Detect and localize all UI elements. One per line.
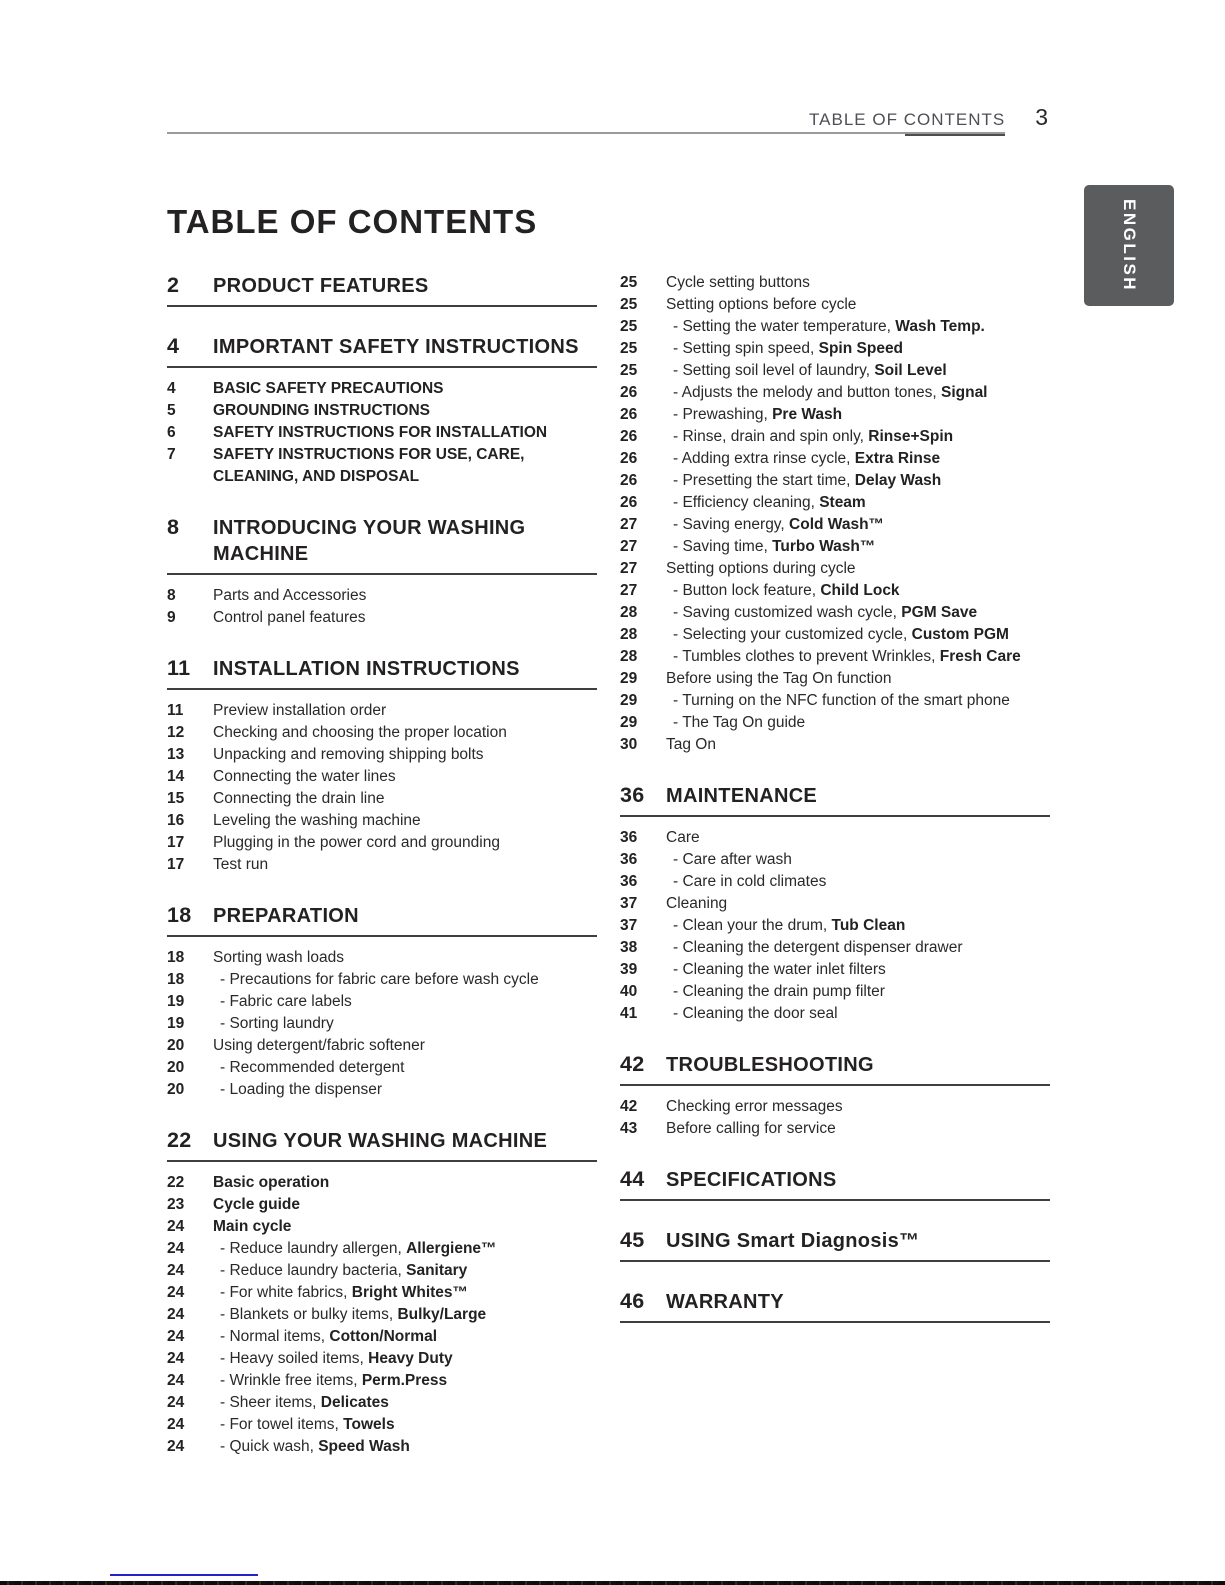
toc-item bbox=[620, 1118, 1050, 1140]
toc-item bbox=[167, 810, 597, 832]
toc-section-heading bbox=[167, 333, 597, 368]
toc-item-page-number: 4 bbox=[167, 380, 176, 397]
toc-item-page-number: 26 bbox=[620, 494, 638, 511]
toc-item-page-number: 27 bbox=[620, 516, 638, 533]
toc-item-page-number: 24 bbox=[167, 1372, 185, 1389]
toc-item-label: - Setting the water temperature, Wash Temp. bbox=[673, 318, 985, 335]
toc-item-label: Before using the Tag On function bbox=[666, 670, 892, 687]
toc-item bbox=[167, 422, 597, 444]
toc-item-page-number: 9 bbox=[167, 609, 176, 626]
toc-item-label: - For towel items, Towels bbox=[220, 1416, 395, 1433]
toc-item bbox=[167, 766, 597, 788]
toc-item bbox=[167, 1282, 597, 1304]
toc-section-title: SPECIFICATIONS bbox=[666, 1169, 837, 1191]
language-tab-english bbox=[1084, 185, 1174, 306]
toc-item bbox=[620, 470, 1050, 492]
toc-item-label-bold: Cold Wash™ bbox=[789, 516, 885, 533]
toc-item-label: - Clean your the drum, Tub Clean bbox=[673, 917, 906, 934]
toc-section-title: MAINTENANCE bbox=[666, 785, 818, 807]
toc-section-title: PREPARATION bbox=[213, 905, 359, 927]
toc-item-label: - Efficiency cleaning, Steam bbox=[673, 494, 866, 511]
toc-item-label: - Care after wash bbox=[673, 851, 792, 868]
toc-item-label: - Blankets or bulky items, Bulky/Large bbox=[220, 1306, 487, 1323]
toc-item-page-number: 25 bbox=[620, 274, 638, 291]
toc-item-label: - Cleaning the door seal bbox=[673, 1005, 838, 1022]
toc-item-page-number: 27 bbox=[620, 560, 638, 577]
toc-item bbox=[167, 722, 597, 744]
toc-item-page-number: 29 bbox=[620, 692, 638, 709]
toc-item-label: - Adding extra rinse cycle, Extra Rinse bbox=[673, 450, 941, 467]
toc-item bbox=[167, 1392, 597, 1414]
toc-item-page-number: 38 bbox=[620, 939, 638, 956]
toc-item-label-bold: Turbo Wash™ bbox=[772, 538, 876, 555]
toc-item-label-bold: Child Lock bbox=[820, 582, 900, 599]
toc-item-label: Sorting wash loads bbox=[213, 949, 344, 966]
toc-item bbox=[167, 744, 597, 766]
toc-item bbox=[620, 316, 1050, 338]
toc-item-label: - Cleaning the detergent dispenser drawer bbox=[673, 939, 963, 956]
toc-item bbox=[167, 991, 597, 1013]
toc-section-heading bbox=[620, 1051, 1050, 1086]
header-rule bbox=[167, 132, 1005, 134]
toc-section-page-number: 11 bbox=[167, 656, 191, 680]
toc-item bbox=[167, 1035, 597, 1057]
toc-item-label: Checking and choosing the proper location bbox=[213, 724, 507, 741]
toc-item-page-number: 5 bbox=[167, 402, 176, 419]
toc-item bbox=[620, 871, 1050, 893]
toc-item bbox=[620, 827, 1050, 849]
toc-item-page-number: 18 bbox=[167, 949, 185, 966]
toc-item-label-bold: Bulky/Large bbox=[397, 1306, 487, 1323]
toc-section-title: IMPORTANT SAFETY INSTRUCTIONS bbox=[213, 336, 579, 358]
toc-item-label: - Recommended detergent bbox=[220, 1059, 405, 1076]
toc-item-label: - Quick wash, Speed Wash bbox=[220, 1438, 410, 1455]
toc-item-page-number: 26 bbox=[620, 428, 638, 445]
toc-item-page-number: 15 bbox=[167, 790, 185, 807]
toc-item-page-number: 27 bbox=[620, 582, 638, 599]
toc-item bbox=[620, 690, 1050, 712]
toc-item bbox=[167, 585, 597, 607]
toc-item bbox=[167, 854, 597, 876]
toc-item-label: - Fabric care labels bbox=[220, 993, 352, 1010]
toc-item-label-bold: PGM Save bbox=[901, 604, 978, 621]
toc-section-heading bbox=[620, 1166, 1050, 1201]
toc-item-label: - Turning on the NFC function of the smart phone bbox=[673, 692, 1010, 709]
toc-item bbox=[620, 849, 1050, 871]
toc-item-label-bold: Steam bbox=[819, 494, 866, 511]
toc-item-label-bold: Bright Whites™ bbox=[351, 1284, 469, 1301]
toc-item-page-number: 23 bbox=[167, 1196, 185, 1213]
toc-item-label-bold: Rinse+Spin bbox=[868, 428, 954, 445]
toc-section bbox=[167, 272, 597, 307]
toc-item-label: Unpacking and removing shipping bolts bbox=[213, 746, 484, 763]
toc-item-page-number: 16 bbox=[167, 812, 185, 829]
running-header-page-number: 3 bbox=[1035, 104, 1048, 130]
toc-item-label: Parts and Accessories bbox=[213, 587, 367, 604]
toc-column-left bbox=[167, 272, 597, 1484]
toc-section-heading bbox=[620, 782, 1050, 817]
toc-section-page-number: 4 bbox=[167, 334, 180, 358]
toc-item-page-number: 25 bbox=[620, 296, 638, 313]
toc-item-label: - Heavy soiled items, Heavy Duty bbox=[220, 1350, 453, 1367]
toc-item-page-number: 24 bbox=[167, 1416, 185, 1433]
toc-item-page-number: 26 bbox=[620, 406, 638, 423]
toc-section bbox=[620, 782, 1050, 1025]
toc-item bbox=[167, 947, 597, 969]
toc-item-page-number: 28 bbox=[620, 604, 638, 621]
toc-item-label: - Prewashing, Pre Wash bbox=[673, 406, 843, 423]
toc-section bbox=[167, 514, 597, 629]
toc-item-page-number: 24 bbox=[167, 1218, 185, 1235]
toc-item-page-number: 27 bbox=[620, 538, 638, 555]
toc-item-label: Setting options before cycle bbox=[666, 296, 857, 313]
toc-section-heading bbox=[167, 655, 597, 690]
toc-item bbox=[620, 404, 1050, 426]
toc-item-label: Checking error messages bbox=[666, 1098, 843, 1115]
toc-item bbox=[620, 558, 1050, 580]
toc-item-page-number: 24 bbox=[167, 1240, 185, 1257]
toc-item bbox=[167, 1414, 597, 1436]
toc-item bbox=[620, 514, 1050, 536]
toc-item-page-number: 39 bbox=[620, 961, 638, 978]
toc-item-label: - Tumbles clothes to prevent Wrinkles, Fresh Care bbox=[673, 648, 1021, 665]
language-tab-label: ENGLISH bbox=[1120, 198, 1139, 293]
toc-section-page-number: 36 bbox=[620, 783, 645, 807]
toc-item-label: Using detergent/fabric softener bbox=[213, 1037, 425, 1054]
page-title: TABLE OF CONTENTS bbox=[167, 203, 538, 240]
toc-item-page-number: 28 bbox=[620, 626, 638, 643]
toc-item-label: - Sorting laundry bbox=[220, 1015, 334, 1032]
toc-item-page-number: 36 bbox=[620, 873, 638, 890]
toc-item-page-number: 40 bbox=[620, 983, 638, 1000]
toc-section-page-number: 42 bbox=[620, 1052, 645, 1076]
toc-item bbox=[620, 602, 1050, 624]
toc-item bbox=[620, 580, 1050, 602]
toc-item-page-number: 42 bbox=[620, 1098, 638, 1115]
toc-item-page-number: 20 bbox=[167, 1059, 185, 1076]
toc-item bbox=[167, 1370, 597, 1392]
toc-item bbox=[167, 1436, 597, 1458]
toc-item-page-number: 24 bbox=[167, 1350, 185, 1367]
toc-item bbox=[167, 1194, 597, 1216]
toc-section-page-number: 45 bbox=[620, 1228, 645, 1252]
toc-item-page-number: 20 bbox=[167, 1037, 185, 1054]
toc-item-page-number: 37 bbox=[620, 917, 638, 934]
toc-item-page-number: 24 bbox=[167, 1306, 185, 1323]
toc-item-label: - Rinse, drain and spin only, Rinse+Spin bbox=[673, 428, 954, 445]
toc-item bbox=[620, 294, 1050, 316]
toc-item-label: Connecting the water lines bbox=[213, 768, 396, 785]
footer-blue-underline bbox=[110, 1574, 258, 1576]
toc-item-label-bold: Custom PGM bbox=[911, 626, 1009, 643]
toc-item bbox=[620, 893, 1050, 915]
toc-item bbox=[620, 624, 1050, 646]
toc-item bbox=[620, 915, 1050, 937]
toc-item-page-number: 8 bbox=[167, 587, 176, 604]
toc-item-label-bold: Extra Rinse bbox=[854, 450, 941, 467]
toc-section-title: WARRANTY bbox=[666, 1291, 784, 1313]
toc-item-label-bold: Wash Temp. bbox=[895, 318, 985, 335]
toc-item-page-number: 13 bbox=[167, 746, 185, 763]
toc-item bbox=[167, 1348, 597, 1370]
toc-section bbox=[620, 272, 1050, 756]
toc-item bbox=[167, 1013, 597, 1035]
toc-item bbox=[167, 1304, 597, 1326]
toc-item-label: Leveling the washing machine bbox=[213, 812, 421, 829]
toc-section-heading bbox=[620, 1227, 1050, 1262]
toc-item-label: - Saving time, Turbo Wash™ bbox=[673, 538, 876, 555]
toc-section bbox=[620, 1166, 1050, 1201]
toc-item bbox=[620, 492, 1050, 514]
toc-item-page-number: 29 bbox=[620, 714, 638, 731]
toc-section bbox=[620, 1051, 1050, 1140]
toc-item-page-number: 17 bbox=[167, 856, 185, 873]
toc-item-label: BASIC SAFETY PRECAUTIONS bbox=[213, 380, 444, 397]
toc-item bbox=[620, 382, 1050, 404]
running-header-title: TABLE OF CONTENTS bbox=[809, 110, 1006, 129]
toc-item-page-number: 28 bbox=[620, 648, 638, 665]
header-rule-dark-segment bbox=[905, 134, 1005, 136]
toc-item-page-number: 26 bbox=[620, 384, 638, 401]
toc-item-label: - Care in cold climates bbox=[673, 873, 827, 890]
toc-item-label: - Button lock feature, Child Lock bbox=[673, 582, 900, 599]
toc-item-label: Test run bbox=[213, 856, 269, 873]
toc-item-label: - Setting soil level of laundry, Soil Level bbox=[673, 362, 947, 379]
toc-item bbox=[167, 1326, 597, 1348]
toc-item bbox=[620, 937, 1050, 959]
toc-item-page-number: 41 bbox=[620, 1005, 638, 1022]
toc-section-title: INSTALLATION INSTRUCTIONS bbox=[213, 658, 520, 680]
toc-item-label: - Normal items, Cotton/Normal bbox=[220, 1328, 438, 1345]
toc-item-label: SAFETY INSTRUCTIONS FOR USE, CARE, CLEANING, AND DISPOSAL bbox=[213, 446, 525, 485]
toc-item bbox=[167, 1057, 597, 1079]
toc-item bbox=[167, 969, 597, 991]
toc-item-label: Before calling for service bbox=[666, 1120, 836, 1137]
toc-item-label: - Saving customized wash cycle, PGM Save bbox=[673, 604, 978, 621]
toc-item-label-bold: Sanitary bbox=[406, 1262, 468, 1279]
toc-item-page-number: 36 bbox=[620, 851, 638, 868]
toc-item-label: - Reduce laundry bacteria, Sanitary bbox=[220, 1262, 468, 1279]
toc-section-title: USING YOUR WASHING MACHINE bbox=[213, 1130, 548, 1152]
toc-item-page-number: 14 bbox=[167, 768, 185, 785]
toc-item-label: - Cleaning the water inlet filters bbox=[673, 961, 886, 978]
toc-item-label: Control panel features bbox=[213, 609, 366, 626]
toc-item-label-bold: Pre Wash bbox=[772, 406, 843, 423]
toc-item-label: - Loading the dispenser bbox=[220, 1081, 383, 1098]
toc-item bbox=[167, 832, 597, 854]
toc-section bbox=[620, 1227, 1050, 1262]
toc-item-page-number: 24 bbox=[167, 1394, 185, 1411]
toc-item-page-number: 24 bbox=[167, 1328, 185, 1345]
toc-item-label: Basic operation bbox=[213, 1174, 330, 1191]
toc-item-page-number: 37 bbox=[620, 895, 638, 912]
toc-section-page-number: 2 bbox=[167, 273, 180, 297]
toc-item bbox=[167, 378, 597, 400]
toc-item-label: Preview installation order bbox=[213, 702, 387, 719]
toc-item-label: - Setting spin speed, Spin Speed bbox=[673, 340, 904, 357]
toc-item-label: - Wrinkle free items, Perm.Press bbox=[220, 1372, 448, 1389]
toc-item-label-bold: Delicates bbox=[320, 1394, 389, 1411]
toc-item-page-number: 30 bbox=[620, 736, 638, 753]
toc-item bbox=[167, 700, 597, 722]
toc-item-page-number: 20 bbox=[167, 1081, 185, 1098]
running-header bbox=[167, 104, 1048, 131]
toc-item-label: Care bbox=[666, 829, 700, 846]
toc-item-page-number: 22 bbox=[167, 1174, 185, 1191]
toc-item-page-number: 6 bbox=[167, 424, 176, 441]
toc-item-label: GROUNDING INSTRUCTIONS bbox=[213, 402, 430, 419]
toc-item-label-bold: Signal bbox=[940, 384, 988, 401]
toc-item-page-number: 36 bbox=[620, 829, 638, 846]
toc-item-label: Tag On bbox=[666, 736, 716, 753]
toc-item-label: - Precautions for fabric care before wash cycle bbox=[220, 971, 539, 988]
toc-item-page-number: 43 bbox=[620, 1120, 638, 1137]
toc-item-label-bold: Speed Wash bbox=[318, 1438, 410, 1455]
toc-section-title: TROUBLESHOOTING bbox=[666, 1054, 874, 1076]
toc-item-page-number: 25 bbox=[620, 318, 638, 335]
toc-item-page-number: 24 bbox=[167, 1262, 185, 1279]
toc-item bbox=[620, 338, 1050, 360]
toc-item bbox=[167, 1079, 597, 1101]
toc-section bbox=[167, 1127, 597, 1458]
toc-item bbox=[620, 668, 1050, 690]
toc-section-heading bbox=[167, 272, 597, 307]
toc-section-page-number: 22 bbox=[167, 1128, 192, 1152]
toc-item-label-bold: Spin Speed bbox=[818, 340, 904, 357]
toc-item bbox=[620, 712, 1050, 734]
toc-column-right bbox=[620, 272, 1050, 1349]
toc-section bbox=[167, 333, 597, 488]
toc-item-page-number: 24 bbox=[167, 1284, 185, 1301]
toc-section-title: USING Smart Diagnosis™ bbox=[666, 1230, 920, 1252]
toc-item bbox=[620, 272, 1050, 294]
toc-item bbox=[620, 1096, 1050, 1118]
toc-item-label: SAFETY INSTRUCTIONS FOR INSTALLATION bbox=[213, 424, 548, 441]
toc-item bbox=[167, 444, 597, 488]
toc-item-page-number: 7 bbox=[167, 446, 176, 463]
toc-item-page-number: 26 bbox=[620, 472, 638, 489]
toc-item bbox=[620, 426, 1050, 448]
toc-item-label-bold: Delay Wash bbox=[854, 472, 942, 489]
toc-item-page-number: 25 bbox=[620, 362, 638, 379]
toc-item bbox=[620, 981, 1050, 1003]
toc-item-page-number: 17 bbox=[167, 834, 185, 851]
toc-item-page-number: 26 bbox=[620, 450, 638, 467]
scan-artifact-bar bbox=[0, 1581, 1225, 1585]
toc-item-label: Setting options during cycle bbox=[666, 560, 856, 577]
toc-item-label-bold: Soil Level bbox=[874, 362, 947, 379]
toc-item bbox=[620, 734, 1050, 756]
toc-item bbox=[620, 646, 1050, 668]
toc-item-label-bold: Perm.Press bbox=[361, 1372, 448, 1389]
toc-item bbox=[620, 959, 1050, 981]
toc-item-label: Connecting the drain line bbox=[213, 790, 385, 807]
toc-item-label-bold: Heavy Duty bbox=[368, 1350, 453, 1367]
toc-item bbox=[167, 788, 597, 810]
toc-item-page-number: 29 bbox=[620, 670, 638, 687]
toc-section-heading bbox=[167, 514, 597, 575]
toc-item-page-number: 19 bbox=[167, 993, 185, 1010]
toc-item bbox=[167, 1216, 597, 1238]
toc-item bbox=[620, 448, 1050, 470]
toc-item-label: - Saving energy, Cold Wash™ bbox=[673, 516, 885, 533]
toc-section-title: PRODUCT FEATURES bbox=[213, 275, 429, 297]
toc-item-label-bold: Allergiene™ bbox=[406, 1240, 497, 1257]
toc-section-page-number: 8 bbox=[167, 515, 180, 539]
toc-item bbox=[620, 1003, 1050, 1025]
toc-item-label: - Adjusts the melody and button tones, Signal bbox=[673, 384, 988, 401]
toc-item-page-number: 18 bbox=[167, 971, 185, 988]
toc-item bbox=[167, 1260, 597, 1282]
toc-item-label: Main cycle bbox=[213, 1218, 292, 1235]
toc-item-page-number: 19 bbox=[167, 1015, 185, 1032]
toc-item-label: - Cleaning the drain pump filter bbox=[673, 983, 885, 1000]
toc-item-label: Cycle setting buttons bbox=[666, 274, 810, 291]
toc-item bbox=[167, 607, 597, 629]
toc-item-label: Cleaning bbox=[666, 895, 728, 912]
toc-section-heading bbox=[620, 1288, 1050, 1323]
toc-item bbox=[167, 1172, 597, 1194]
toc-item-label: - Sheer items, Delicates bbox=[220, 1394, 389, 1411]
toc-item-label-bold: Cotton/Normal bbox=[329, 1328, 438, 1345]
toc-section-title: INTRODUCING YOUR WASHING MACHINE bbox=[213, 517, 526, 565]
toc-section-page-number: 44 bbox=[620, 1167, 645, 1191]
toc-item-label: Plugging in the power cord and grounding bbox=[213, 834, 500, 851]
toc-item-label: - Reduce laundry allergen, Allergiene™ bbox=[220, 1240, 497, 1257]
toc-item-page-number: 12 bbox=[167, 724, 185, 741]
toc-item-page-number: 24 bbox=[167, 1438, 185, 1455]
toc-item-label-bold: Fresh Care bbox=[939, 648, 1021, 665]
toc-item-label-bold: Towels bbox=[343, 1416, 395, 1433]
toc-section bbox=[167, 902, 597, 1101]
toc-item bbox=[620, 360, 1050, 382]
toc-section-page-number: 46 bbox=[620, 1289, 645, 1313]
toc-item-label: - For white fabrics, Bright Whites™ bbox=[220, 1284, 469, 1301]
toc-section bbox=[167, 655, 597, 876]
toc-section-heading bbox=[167, 902, 597, 937]
toc-item bbox=[620, 536, 1050, 558]
toc-item bbox=[167, 1238, 597, 1260]
toc-item bbox=[167, 400, 597, 422]
toc-item-page-number: 11 bbox=[167, 702, 184, 719]
toc-item-label-bold: Tub Clean bbox=[831, 917, 906, 934]
toc-section-page-number: 18 bbox=[167, 903, 192, 927]
toc-section bbox=[620, 1288, 1050, 1323]
toc-item-label: - The Tag On guide bbox=[673, 714, 806, 731]
toc-item-label: - Presetting the start time, Delay Wash bbox=[673, 472, 942, 489]
toc-item-label: - Selecting your customized cycle, Custom PGM bbox=[673, 626, 1009, 643]
toc-item-label: Cycle guide bbox=[213, 1196, 300, 1213]
toc-item-page-number: 25 bbox=[620, 340, 638, 357]
toc-section-heading bbox=[167, 1127, 597, 1162]
